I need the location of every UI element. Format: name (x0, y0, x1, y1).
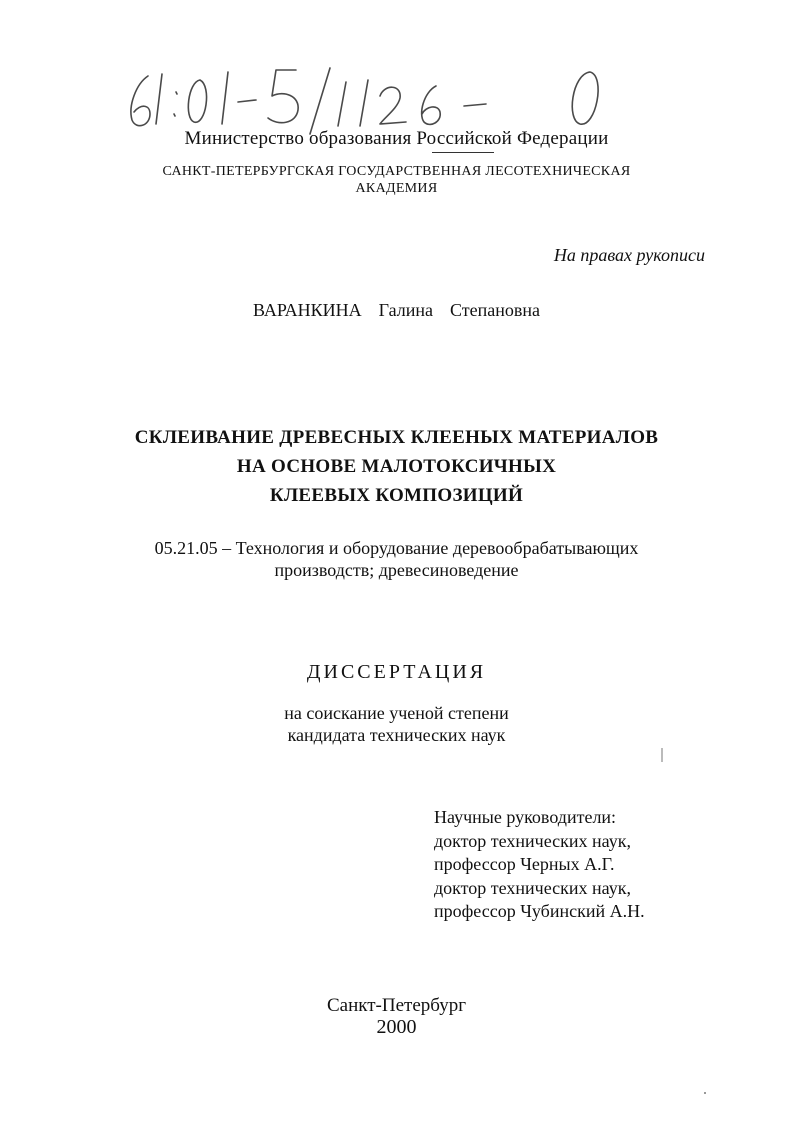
document-type: ДИССЕРТАЦИЯ (306, 661, 487, 683)
year: 2000 (376, 1016, 417, 1038)
scan-artifact (661, 748, 663, 762)
advisor-1-name: профессор Черных А.Г. (434, 854, 615, 874)
academy-name-line-1: САНКТ-ПЕТЕРБУРГСКАЯ ГОСУДАРСТВЕННАЯ ЛЕСОТЕХНИЧЕСКАЯ (162, 164, 631, 179)
academy-name (0, 163, 793, 197)
dissertation-title (0, 423, 793, 510)
manuscript-note: На правах рукописи (553, 245, 705, 265)
specialty-code (0, 537, 793, 581)
degree-description (0, 702, 793, 746)
advisor-2-name: профессор Чубинский А.Н. (434, 901, 645, 921)
title-line-3: КЛЕЕВЫХ КОМПОЗИЦИЙ (269, 485, 524, 506)
specialty-line-1: 05.21.05 – Технология и оборудование деревообрабатывающих (154, 538, 639, 558)
degree-line-1: на соискание ученой степени (284, 703, 509, 723)
scientific-advisors (434, 806, 645, 924)
advisor-1-degree: доктор технических наук, (434, 830, 631, 851)
advisor-2-degree: доктор технических наук, (434, 877, 631, 898)
ministry-underline (432, 152, 494, 153)
degree-line-2: кандидата технических наук (287, 725, 506, 745)
title-line-2: НА ОСНОВЕ МАЛОТОКСИЧНЫХ (236, 456, 557, 477)
specialty-line-2: производств; древесиноведение (274, 560, 519, 580)
advisors-heading: Научные руководители: (434, 807, 617, 827)
ministry-name: Министерство образования Российской Федерации (184, 128, 609, 149)
city: Санкт-Петербург (326, 995, 466, 1016)
academy-name-line-2: АКАДЕМИЯ (355, 181, 438, 196)
scan-artifact (704, 1092, 706, 1094)
author-name: ВАРАНКИНА Галина Степановна (253, 300, 540, 320)
title-line-1: СКЛЕИВАНИЕ ДРЕВЕСНЫХ КЛЕЕНЫХ МАТЕРИАЛОВ (134, 427, 659, 448)
